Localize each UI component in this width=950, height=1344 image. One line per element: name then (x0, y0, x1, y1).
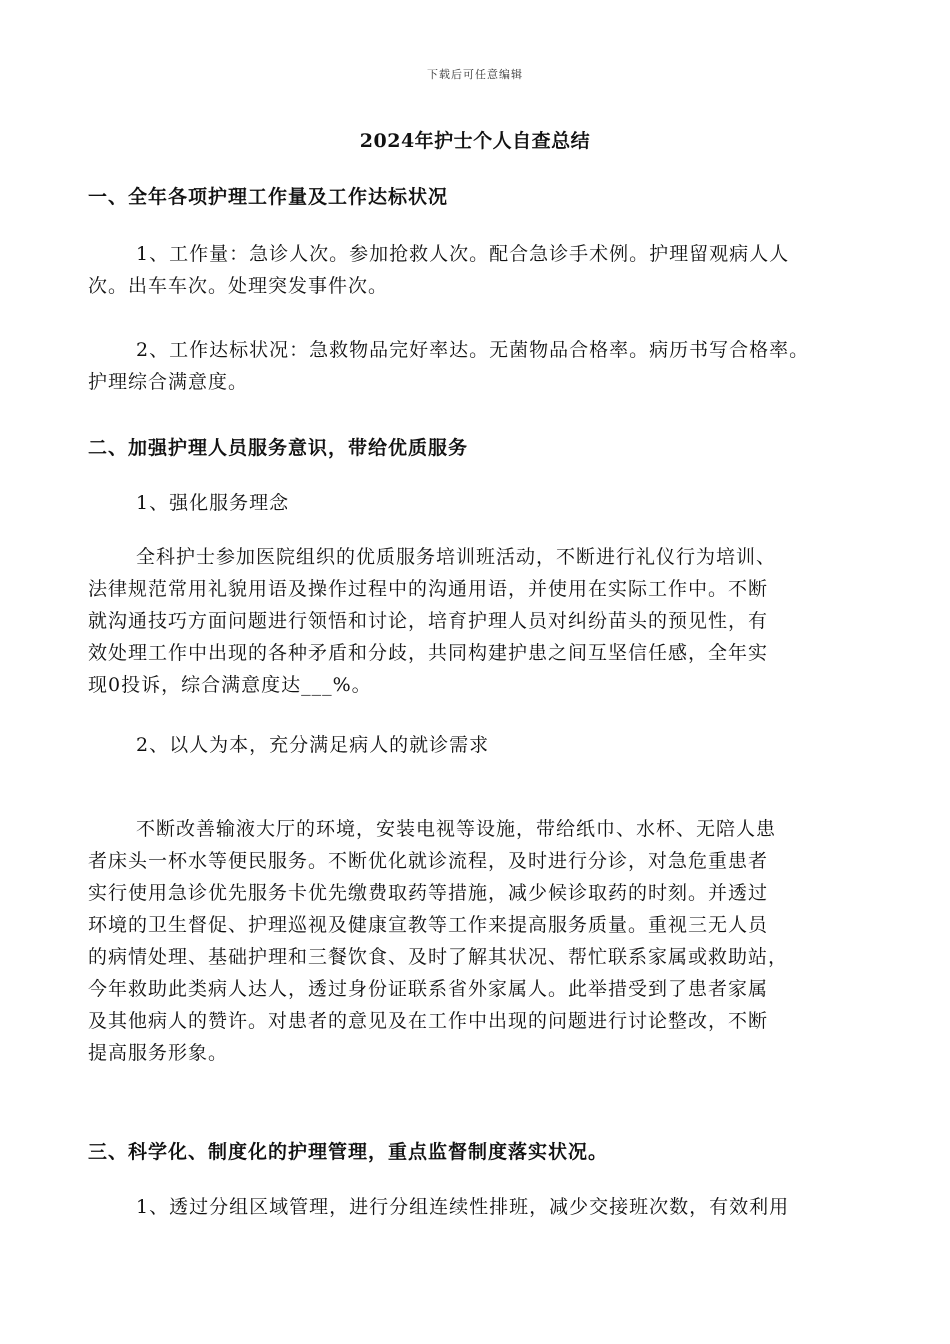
section-2-subheading-1 (88, 487, 878, 519)
text-line: 效处理工作中出现的各种矛盾和分歧，共同构建护患之间互坚信任感，全年实 (88, 642, 769, 664)
section-2-heading: 二、加强护理人员服务意识，带给优质服务 (88, 437, 469, 459)
text-line: 1、透过分组区域管理，进行分组连续性排班，减少交接班次数，有效利用 (136, 1196, 790, 1218)
text-line: 者床头一杯水等便民服务。不断优化就诊流程，及时进行分诊，对急危重患者 (88, 850, 769, 872)
section-1-paragraph-1 (88, 238, 878, 302)
text-line: 2、工作达标状况：急救物品完好率达。无菌物品合格率。病历书写合格率。 (136, 339, 810, 361)
text-line: 就沟通技巧方面问题进行领悟和讨论，培育护理人员对纠纷苗头的预见性，有 (88, 610, 769, 632)
text-line: 全科护士参加医院组织的优质服务培训班活动，不断进行礼仪行为培训、 (136, 546, 777, 568)
text-line: 不断改善输液大厅的环境，安装电视等设施，带给纸巾、水杯、无陪人患 (136, 818, 777, 840)
text-line: 护理综合满意度。 (88, 371, 249, 393)
section-1-heading: 一、全年各项护理工作量及工作达标状况 (88, 186, 449, 208)
text-line: 次。出车车次。处理突发事件次。 (88, 275, 389, 297)
text-line: 现0投诉，综合满意度达___%。 (88, 674, 372, 696)
text-line: 2、以人为本，充分满足病人的就诊需求 (136, 734, 490, 756)
section-2-subheading-2 (88, 729, 878, 761)
section-2-paragraph-1 (88, 541, 878, 701)
section-2-paragraph-2 (88, 813, 878, 1069)
text-line: 环境的卫生督促、护理巡视及健康宣教等工作来提高服务质量。重视三无人员 (88, 914, 769, 936)
text-line: 提高服务形象。 (88, 1042, 229, 1064)
text-line: 1、强化服务理念 (136, 492, 290, 514)
section-3-paragraph-1 (88, 1191, 878, 1223)
document-title: 2024年护士个人自查总结 (359, 130, 591, 152)
header-note: 下载后可任意编辑 (427, 68, 523, 81)
text-line: 实行使用急诊优先服务卡优先缴费取药等措施，减少候诊取药的时刻。并透过 (88, 882, 769, 904)
section-3-heading: 三、科学化、制度化的护理管理，重点监督制度落实状况。 (88, 1141, 609, 1163)
text-line: 及其他病人的赞许。对患者的意见及在工作中出现的问题进行讨论整改，不断 (88, 1010, 769, 1032)
text-line: 1、工作量：急诊人次。参加抢救人次。配合急诊手术例。护理留观病人人 (136, 243, 790, 265)
text-line: 法律规范常用礼貌用语及操作过程中的沟通用语，并使用在实际工作中。不断 (88, 578, 769, 600)
section-1-paragraph-2 (88, 334, 878, 398)
text-line: 的病情处理、基础护理和三餐饮食、及时了解其状况、帮忙联系家属或救助站， (88, 946, 789, 968)
text-line: 今年救助此类病人达人，透过身份证联系省外家属人。此举措受到了患者家属 (88, 978, 769, 1000)
